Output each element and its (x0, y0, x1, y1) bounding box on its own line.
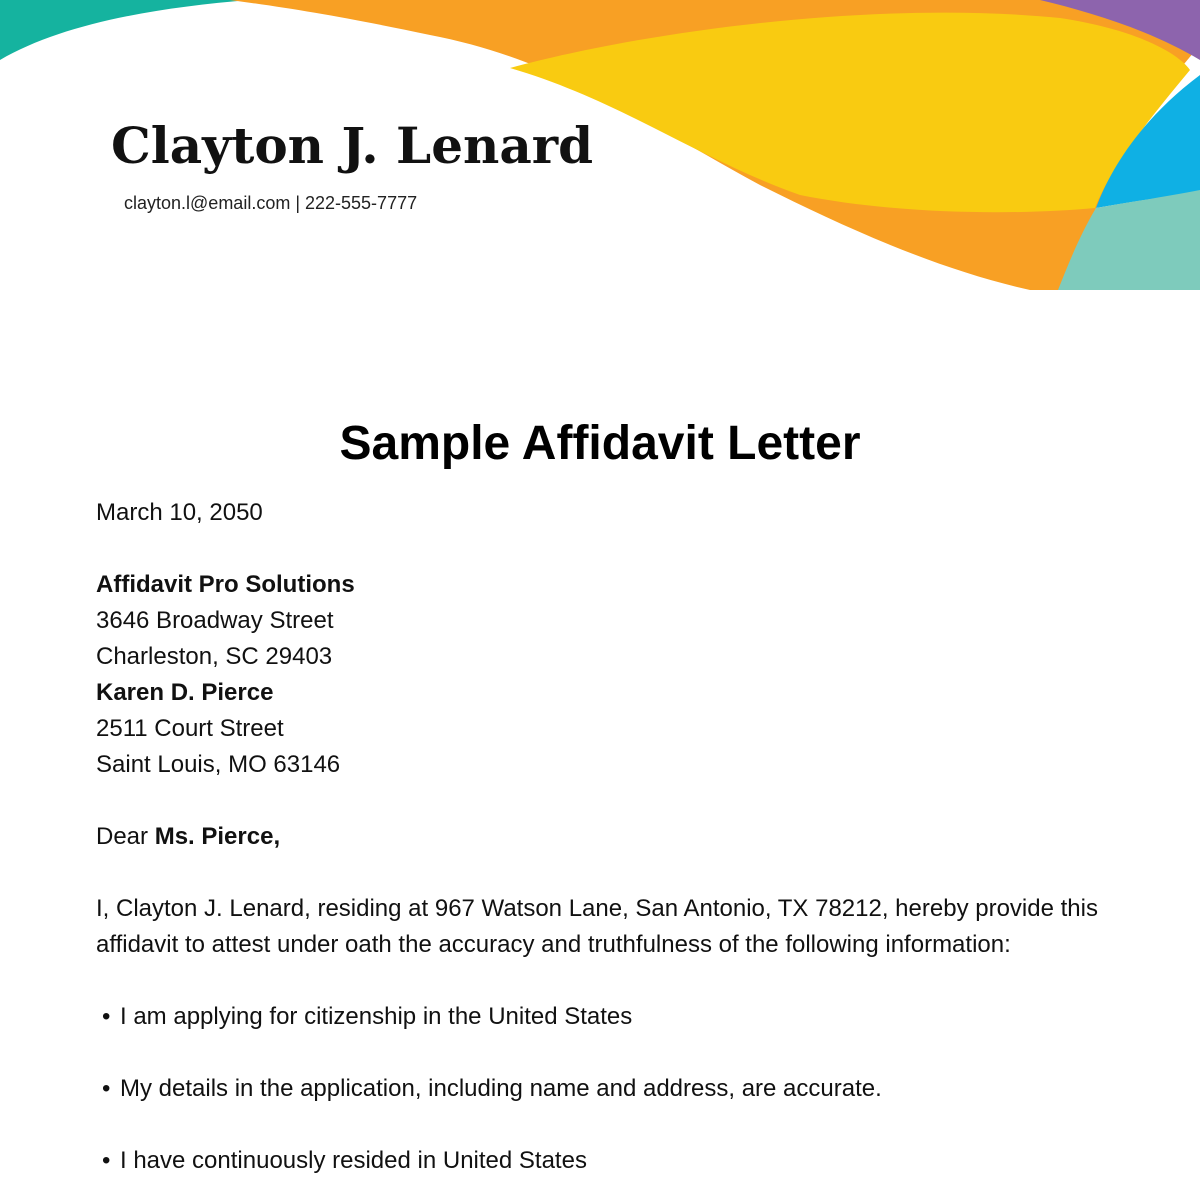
salutation-name: Ms. Pierce, (154, 823, 281, 850)
recipient-company: Affidavit Pro Solutions (96, 571, 355, 598)
person-city: Saint Louis, MO 63146 (96, 751, 341, 778)
recipient-street: 3646 Broadway Street (96, 607, 334, 634)
list-item-text: My details in the application, including name and address, are accurate. (120, 1075, 882, 1102)
salutation-prefix: Dear (96, 823, 149, 850)
list-item-text: I have continuously resided in United States (120, 1147, 587, 1174)
sender-contact: clayton.l@email.com | 222-555-7777 (124, 193, 418, 213)
bullet-dot: • (102, 1003, 111, 1030)
recipient-city: Charleston, SC 29403 (96, 643, 333, 670)
salutation (96, 819, 1106, 855)
sender-name: Clayton J. Lenard (111, 116, 594, 175)
attestation-list (96, 999, 1106, 1179)
intro-paragraph: I, Clayton J. Lenard, residing at 967 Watson Lane, San Antonio, TX 78212, hereby provide this affidavit to attest under oath the accuracy and truthfulness of the following information: (96, 895, 1098, 958)
document-title: Sample Affidavit Letter (339, 417, 861, 470)
recipient-person: Karen D. Pierce (96, 679, 274, 706)
list-item (96, 1143, 1106, 1179)
letter-date: March 10, 2050 (96, 499, 263, 526)
teal-wave-shape (0, 0, 250, 60)
list-item (96, 999, 1106, 1035)
list-item-text: I am applying for citizenship in the United States (120, 1003, 633, 1030)
person-street: 2511 Court Street (96, 715, 284, 742)
bullet-dot: • (102, 1075, 111, 1102)
list-item (96, 1071, 1106, 1107)
letter-body (96, 495, 1106, 1179)
bullet-dot: • (102, 1147, 111, 1174)
